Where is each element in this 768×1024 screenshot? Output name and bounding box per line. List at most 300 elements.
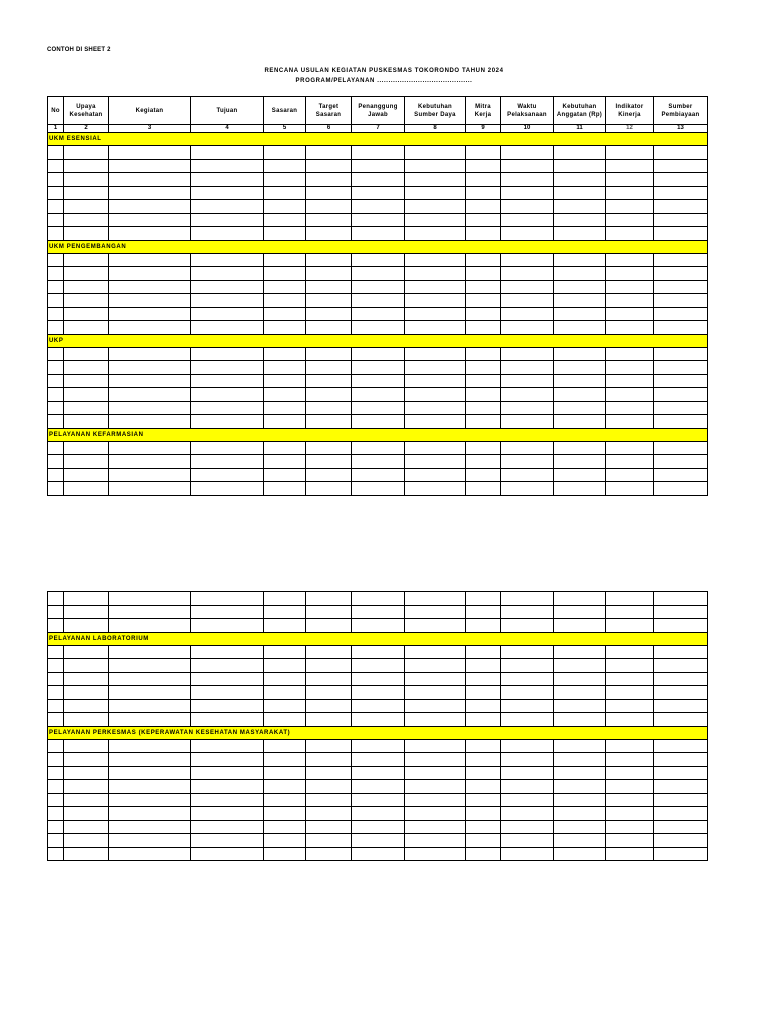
- table-cell[interactable]: [109, 820, 191, 834]
- table-cell[interactable]: [64, 847, 109, 861]
- table-cell[interactable]: [466, 645, 501, 659]
- table-cell[interactable]: [48, 321, 64, 335]
- table-cell[interactable]: [264, 619, 306, 633]
- table-cell[interactable]: [352, 686, 405, 700]
- table-cell[interactable]: [48, 468, 64, 482]
- table-cell[interactable]: [64, 619, 109, 633]
- table-cell[interactable]: [191, 753, 264, 767]
- table-cell[interactable]: [48, 780, 64, 794]
- table-cell[interactable]: [64, 227, 109, 241]
- table-cell[interactable]: [48, 807, 64, 821]
- table-cell[interactable]: [109, 455, 191, 469]
- table-cell[interactable]: [306, 780, 352, 794]
- table-cell[interactable]: [654, 213, 708, 227]
- table-cell[interactable]: [109, 213, 191, 227]
- table-cell[interactable]: [405, 294, 466, 308]
- table-cell[interactable]: [109, 227, 191, 241]
- table-cell[interactable]: [48, 213, 64, 227]
- table-cell[interactable]: [64, 468, 109, 482]
- table-cell[interactable]: [554, 645, 606, 659]
- table-cell[interactable]: [466, 766, 501, 780]
- table-cell[interactable]: [466, 834, 501, 848]
- table-cell[interactable]: [352, 619, 405, 633]
- table-cell[interactable]: [466, 401, 501, 415]
- table-cell[interactable]: [64, 146, 109, 160]
- table-cell[interactable]: [109, 739, 191, 753]
- table-cell[interactable]: [264, 482, 306, 496]
- table-cell[interactable]: [64, 482, 109, 496]
- table-cell[interactable]: [48, 374, 64, 388]
- table-cell[interactable]: [606, 753, 654, 767]
- table-cell[interactable]: [554, 159, 606, 173]
- table-cell[interactable]: [501, 441, 554, 455]
- table-cell[interactable]: [606, 455, 654, 469]
- table-cell[interactable]: [352, 645, 405, 659]
- table-cell[interactable]: [264, 159, 306, 173]
- table-cell[interactable]: [501, 159, 554, 173]
- table-cell[interactable]: [191, 766, 264, 780]
- table-cell[interactable]: [64, 267, 109, 281]
- table-cell[interactable]: [64, 307, 109, 321]
- table-cell[interactable]: [64, 200, 109, 214]
- table-cell[interactable]: [352, 713, 405, 727]
- table-cell[interactable]: [405, 227, 466, 241]
- table-cell[interactable]: [306, 388, 352, 402]
- table-cell[interactable]: [466, 307, 501, 321]
- table-cell[interactable]: [554, 820, 606, 834]
- table-cell[interactable]: [405, 793, 466, 807]
- table-cell[interactable]: [64, 807, 109, 821]
- table-cell[interactable]: [654, 699, 708, 713]
- table-cell[interactable]: [554, 739, 606, 753]
- table-cell[interactable]: [352, 807, 405, 821]
- table-cell[interactable]: [554, 672, 606, 686]
- table-cell[interactable]: [606, 592, 654, 606]
- table-cell[interactable]: [654, 753, 708, 767]
- table-cell[interactable]: [352, 592, 405, 606]
- table-cell[interactable]: [191, 173, 264, 187]
- table-cell[interactable]: [606, 173, 654, 187]
- table-cell[interactable]: [306, 645, 352, 659]
- table-cell[interactable]: [654, 659, 708, 673]
- table-cell[interactable]: [109, 361, 191, 375]
- table-cell[interactable]: [352, 267, 405, 281]
- table-cell[interactable]: [554, 374, 606, 388]
- table-cell[interactable]: [306, 227, 352, 241]
- table-cell[interactable]: [466, 847, 501, 861]
- table-cell[interactable]: [306, 753, 352, 767]
- table-cell[interactable]: [554, 659, 606, 673]
- table-cell[interactable]: [554, 834, 606, 848]
- table-cell[interactable]: [606, 280, 654, 294]
- table-cell[interactable]: [48, 619, 64, 633]
- table-cell[interactable]: [554, 807, 606, 821]
- table-cell[interactable]: [501, 468, 554, 482]
- table-cell[interactable]: [191, 347, 264, 361]
- table-cell[interactable]: [191, 415, 264, 429]
- table-cell[interactable]: [466, 686, 501, 700]
- table-cell[interactable]: [405, 468, 466, 482]
- table-cell[interactable]: [109, 159, 191, 173]
- table-cell[interactable]: [405, 482, 466, 496]
- table-cell[interactable]: [654, 645, 708, 659]
- table-cell[interactable]: [654, 807, 708, 821]
- table-cell[interactable]: [191, 468, 264, 482]
- table-cell[interactable]: [264, 321, 306, 335]
- table-cell[interactable]: [405, 253, 466, 267]
- table-cell[interactable]: [606, 415, 654, 429]
- table-cell[interactable]: [352, 307, 405, 321]
- table-cell[interactable]: [264, 699, 306, 713]
- table-cell[interactable]: [109, 672, 191, 686]
- table-cell[interactable]: [606, 780, 654, 794]
- table-cell[interactable]: [606, 200, 654, 214]
- table-cell[interactable]: [264, 713, 306, 727]
- table-cell[interactable]: [109, 321, 191, 335]
- table-cell[interactable]: [109, 713, 191, 727]
- table-cell[interactable]: [654, 605, 708, 619]
- table-cell[interactable]: [48, 388, 64, 402]
- table-cell[interactable]: [466, 807, 501, 821]
- table-cell[interactable]: [306, 159, 352, 173]
- table-cell[interactable]: [352, 186, 405, 200]
- table-cell[interactable]: [606, 793, 654, 807]
- table-cell[interactable]: [501, 834, 554, 848]
- table-cell[interactable]: [352, 793, 405, 807]
- table-cell[interactable]: [466, 321, 501, 335]
- table-cell[interactable]: [554, 401, 606, 415]
- table-cell[interactable]: [306, 619, 352, 633]
- table-cell[interactable]: [654, 267, 708, 281]
- table-cell[interactable]: [405, 753, 466, 767]
- table-cell[interactable]: [191, 361, 264, 375]
- table-cell[interactable]: [554, 793, 606, 807]
- table-cell[interactable]: [405, 847, 466, 861]
- table-cell[interactable]: [654, 672, 708, 686]
- table-cell[interactable]: [501, 605, 554, 619]
- table-cell[interactable]: [306, 739, 352, 753]
- table-cell[interactable]: [405, 280, 466, 294]
- table-cell[interactable]: [466, 820, 501, 834]
- table-cell[interactable]: [64, 186, 109, 200]
- table-cell[interactable]: [264, 753, 306, 767]
- table-cell[interactable]: [64, 159, 109, 173]
- table-cell[interactable]: [64, 253, 109, 267]
- table-cell[interactable]: [466, 146, 501, 160]
- table-cell[interactable]: [191, 146, 264, 160]
- table-cell[interactable]: [306, 793, 352, 807]
- table-cell[interactable]: [405, 713, 466, 727]
- table-cell[interactable]: [352, 213, 405, 227]
- table-cell[interactable]: [654, 401, 708, 415]
- table-cell[interactable]: [501, 146, 554, 160]
- table-cell[interactable]: [109, 482, 191, 496]
- table-cell[interactable]: [554, 455, 606, 469]
- table-cell[interactable]: [109, 592, 191, 606]
- table-cell[interactable]: [48, 294, 64, 308]
- table-cell[interactable]: [466, 388, 501, 402]
- table-cell[interactable]: [352, 415, 405, 429]
- table-cell[interactable]: [306, 361, 352, 375]
- table-cell[interactable]: [501, 415, 554, 429]
- table-cell[interactable]: [48, 847, 64, 861]
- table-cell[interactable]: [466, 186, 501, 200]
- table-cell[interactable]: [352, 699, 405, 713]
- table-cell[interactable]: [64, 605, 109, 619]
- table-cell[interactable]: [191, 820, 264, 834]
- table-cell[interactable]: [466, 793, 501, 807]
- table-cell[interactable]: [191, 793, 264, 807]
- table-cell[interactable]: [466, 659, 501, 673]
- table-cell[interactable]: [306, 699, 352, 713]
- table-cell[interactable]: [64, 321, 109, 335]
- table-cell[interactable]: [64, 699, 109, 713]
- table-cell[interactable]: [306, 374, 352, 388]
- table-cell[interactable]: [306, 441, 352, 455]
- table-cell[interactable]: [405, 455, 466, 469]
- table-cell[interactable]: [306, 672, 352, 686]
- table-cell[interactable]: [405, 659, 466, 673]
- table-cell[interactable]: [606, 739, 654, 753]
- table-cell[interactable]: [306, 713, 352, 727]
- table-cell[interactable]: [48, 793, 64, 807]
- table-cell[interactable]: [191, 834, 264, 848]
- table-cell[interactable]: [264, 307, 306, 321]
- table-cell[interactable]: [554, 686, 606, 700]
- table-cell[interactable]: [109, 834, 191, 848]
- table-cell[interactable]: [264, 455, 306, 469]
- table-cell[interactable]: [654, 200, 708, 214]
- table-cell[interactable]: [606, 659, 654, 673]
- table-cell[interactable]: [405, 200, 466, 214]
- table-cell[interactable]: [306, 213, 352, 227]
- table-cell[interactable]: [306, 468, 352, 482]
- table-cell[interactable]: [191, 807, 264, 821]
- table-cell[interactable]: [306, 482, 352, 496]
- table-cell[interactable]: [264, 820, 306, 834]
- table-cell[interactable]: [501, 253, 554, 267]
- table-cell[interactable]: [64, 793, 109, 807]
- table-cell[interactable]: [191, 186, 264, 200]
- table-cell[interactable]: [306, 146, 352, 160]
- table-cell[interactable]: [352, 200, 405, 214]
- table-cell[interactable]: [654, 321, 708, 335]
- table-cell[interactable]: [606, 686, 654, 700]
- table-cell[interactable]: [352, 847, 405, 861]
- table-cell[interactable]: [554, 605, 606, 619]
- table-cell[interactable]: [606, 374, 654, 388]
- table-cell[interactable]: [48, 401, 64, 415]
- table-cell[interactable]: [606, 441, 654, 455]
- table-cell[interactable]: [109, 267, 191, 281]
- table-cell[interactable]: [606, 213, 654, 227]
- table-cell[interactable]: [264, 807, 306, 821]
- table-cell[interactable]: [405, 159, 466, 173]
- table-cell[interactable]: [654, 186, 708, 200]
- table-cell[interactable]: [191, 253, 264, 267]
- table-cell[interactable]: [405, 807, 466, 821]
- table-cell[interactable]: [501, 280, 554, 294]
- table-cell[interactable]: [466, 200, 501, 214]
- table-cell[interactable]: [64, 672, 109, 686]
- table-cell[interactable]: [64, 173, 109, 187]
- table-cell[interactable]: [64, 713, 109, 727]
- table-cell[interactable]: [654, 793, 708, 807]
- table-cell[interactable]: [264, 645, 306, 659]
- table-cell[interactable]: [306, 253, 352, 267]
- table-cell[interactable]: [48, 200, 64, 214]
- table-cell[interactable]: [64, 361, 109, 375]
- table-cell[interactable]: [501, 173, 554, 187]
- table-cell[interactable]: [405, 780, 466, 794]
- table-cell[interactable]: [405, 267, 466, 281]
- table-cell[interactable]: [64, 659, 109, 673]
- table-cell[interactable]: [466, 361, 501, 375]
- table-cell[interactable]: [405, 766, 466, 780]
- table-cell[interactable]: [606, 267, 654, 281]
- table-cell[interactable]: [109, 200, 191, 214]
- table-cell[interactable]: [306, 659, 352, 673]
- table-cell[interactable]: [606, 227, 654, 241]
- table-cell[interactable]: [352, 441, 405, 455]
- table-cell[interactable]: [554, 468, 606, 482]
- table-cell[interactable]: [191, 213, 264, 227]
- table-cell[interactable]: [466, 672, 501, 686]
- table-cell[interactable]: [606, 847, 654, 861]
- table-cell[interactable]: [554, 307, 606, 321]
- table-cell[interactable]: [109, 619, 191, 633]
- table-cell[interactable]: [606, 401, 654, 415]
- table-cell[interactable]: [264, 253, 306, 267]
- table-cell[interactable]: [191, 374, 264, 388]
- table-cell[interactable]: [109, 186, 191, 200]
- table-cell[interactable]: [352, 468, 405, 482]
- table-cell[interactable]: [352, 455, 405, 469]
- table-cell[interactable]: [606, 347, 654, 361]
- table-cell[interactable]: [554, 227, 606, 241]
- table-cell[interactable]: [191, 159, 264, 173]
- table-cell[interactable]: [501, 307, 554, 321]
- table-cell[interactable]: [554, 441, 606, 455]
- table-cell[interactable]: [64, 753, 109, 767]
- table-cell[interactable]: [264, 213, 306, 227]
- table-cell[interactable]: [501, 347, 554, 361]
- table-cell[interactable]: [501, 753, 554, 767]
- table-cell[interactable]: [109, 173, 191, 187]
- table-cell[interactable]: [606, 468, 654, 482]
- table-cell[interactable]: [264, 834, 306, 848]
- table-cell[interactable]: [405, 699, 466, 713]
- table-cell[interactable]: [109, 468, 191, 482]
- table-cell[interactable]: [405, 592, 466, 606]
- table-cell[interactable]: [306, 347, 352, 361]
- table-cell[interactable]: [606, 820, 654, 834]
- table-cell[interactable]: [109, 847, 191, 861]
- table-cell[interactable]: [466, 455, 501, 469]
- table-cell[interactable]: [109, 401, 191, 415]
- table-cell[interactable]: [191, 200, 264, 214]
- table-cell[interactable]: [466, 159, 501, 173]
- table-cell[interactable]: [64, 455, 109, 469]
- table-cell[interactable]: [654, 415, 708, 429]
- table-cell[interactable]: [405, 347, 466, 361]
- table-cell[interactable]: [48, 686, 64, 700]
- table-cell[interactable]: [501, 847, 554, 861]
- table-cell[interactable]: [191, 307, 264, 321]
- table-cell[interactable]: [48, 227, 64, 241]
- table-cell[interactable]: [109, 686, 191, 700]
- table-cell[interactable]: [264, 146, 306, 160]
- table-cell[interactable]: [501, 401, 554, 415]
- table-cell[interactable]: [501, 766, 554, 780]
- table-cell[interactable]: [306, 401, 352, 415]
- table-cell[interactable]: [264, 227, 306, 241]
- table-cell[interactable]: [654, 307, 708, 321]
- table-cell[interactable]: [606, 253, 654, 267]
- table-cell[interactable]: [264, 441, 306, 455]
- table-cell[interactable]: [405, 605, 466, 619]
- table-cell[interactable]: [264, 415, 306, 429]
- table-cell[interactable]: [654, 173, 708, 187]
- table-cell[interactable]: [191, 455, 264, 469]
- table-cell[interactable]: [191, 847, 264, 861]
- table-cell[interactable]: [654, 253, 708, 267]
- table-cell[interactable]: [191, 294, 264, 308]
- table-cell[interactable]: [554, 146, 606, 160]
- table-cell[interactable]: [501, 294, 554, 308]
- table-cell[interactable]: [64, 415, 109, 429]
- table-cell[interactable]: [48, 267, 64, 281]
- table-cell[interactable]: [466, 699, 501, 713]
- table-cell[interactable]: [264, 686, 306, 700]
- table-cell[interactable]: [64, 766, 109, 780]
- table-cell[interactable]: [306, 186, 352, 200]
- table-cell[interactable]: [109, 780, 191, 794]
- table-cell[interactable]: [405, 441, 466, 455]
- table-cell[interactable]: [352, 388, 405, 402]
- table-cell[interactable]: [501, 482, 554, 496]
- table-cell[interactable]: [48, 159, 64, 173]
- table-cell[interactable]: [466, 592, 501, 606]
- table-cell[interactable]: [606, 307, 654, 321]
- table-cell[interactable]: [501, 672, 554, 686]
- table-cell[interactable]: [554, 321, 606, 335]
- table-cell[interactable]: [109, 793, 191, 807]
- table-cell[interactable]: [48, 186, 64, 200]
- table-cell[interactable]: [191, 321, 264, 335]
- table-cell[interactable]: [264, 766, 306, 780]
- table-cell[interactable]: [554, 619, 606, 633]
- table-cell[interactable]: [48, 441, 64, 455]
- table-cell[interactable]: [191, 619, 264, 633]
- table-cell[interactable]: [466, 619, 501, 633]
- table-cell[interactable]: [352, 347, 405, 361]
- table-cell[interactable]: [48, 361, 64, 375]
- table-cell[interactable]: [352, 739, 405, 753]
- table-cell[interactable]: [405, 645, 466, 659]
- table-cell[interactable]: [264, 401, 306, 415]
- table-cell[interactable]: [64, 686, 109, 700]
- table-cell[interactable]: [48, 672, 64, 686]
- table-cell[interactable]: [48, 482, 64, 496]
- table-cell[interactable]: [654, 780, 708, 794]
- table-cell[interactable]: [64, 388, 109, 402]
- table-cell[interactable]: [191, 482, 264, 496]
- table-cell[interactable]: [264, 605, 306, 619]
- table-cell[interactable]: [191, 780, 264, 794]
- table-cell[interactable]: [405, 321, 466, 335]
- table-cell[interactable]: [554, 200, 606, 214]
